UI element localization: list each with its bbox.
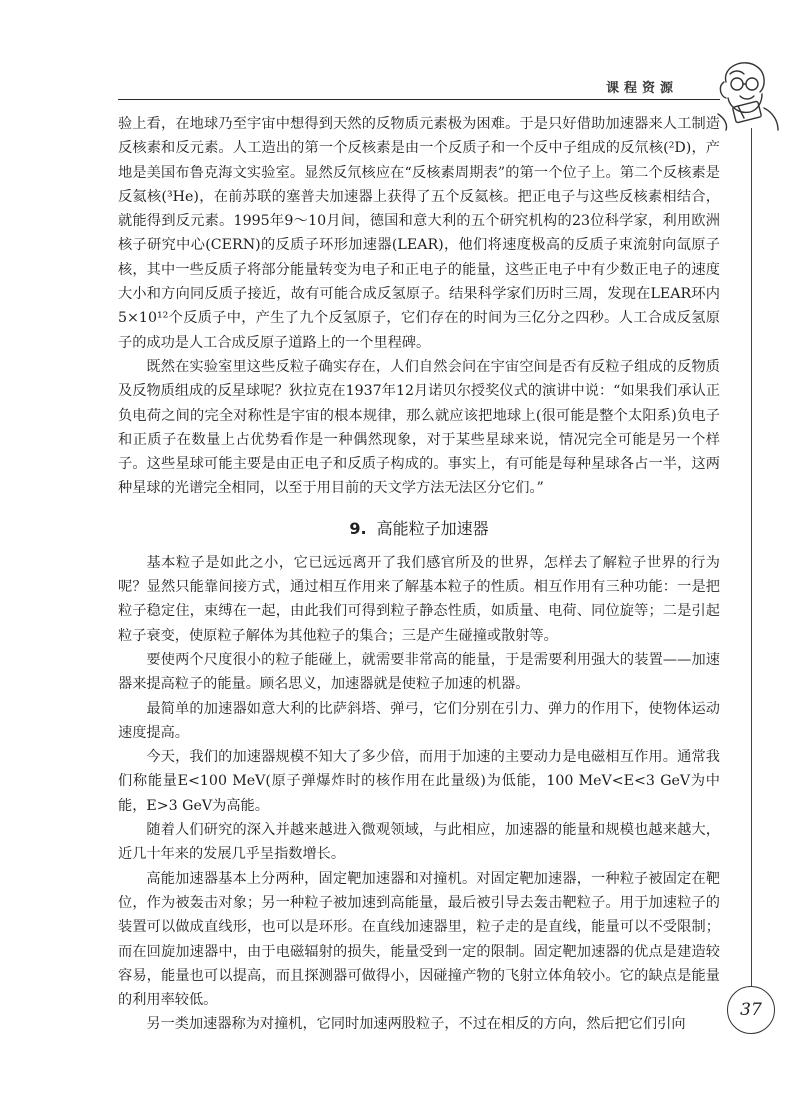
section-title: 高能粒子加速器 bbox=[376, 518, 489, 538]
section-heading bbox=[118, 517, 720, 541]
paragraph: 高能加速器基本上分两种，固定靶加速器和对撞机。对固定靶加速器，一种粒子被固定在靶位，作为被轰击对象；另一种粒子被加速到高能量，最后被引导去轰击靶粒子。用于加速粒子的装置可以做成直线形，也可以是环形。在直线加速器里，粒子走的是直线，能量可以不受限制；而在回旋加速器中，由于电磁辐射的损失，能量受到一定的限制。固定靶加速器的优点是建造较容易，能量也可以提高，而且探测器可做得小，因碰撞产物的飞射立体角较小。它的缺点是能量的利用率较低。 bbox=[118, 870, 720, 1009]
paragraph: 要使两个尺度很小的粒子能碰上，就需要非常高的能量，于是需要利用强大的装置——加速器来提高粒子的能量。顾名思义，加速器就是使粒子加速的机器。 bbox=[118, 651, 720, 693]
paragraph: 基本粒子是如此之小，它已远远离开了我们感官所及的世界，怎样去了解粒子世界的行为呢？显然只能靠间接方式，通过相互作用来了解基本粒子的性质。相互作用有三种功能：一是把粒子稳定住，束缚在一起，由此我们可得到粒子静态性质，如质量、电荷、同位旋等；二是引起粒子衰变，使原粒子解体为其他粒子的集合；三是产生碰撞或散射等。 bbox=[118, 554, 720, 644]
paragraph: 另一类加速器称为对撞机，它同时加速两股粒子，不过在相反的方向，然后把它们引向 bbox=[146, 1016, 686, 1033]
paragraph: 既然在实验室里这些反粒子确实存在，人们自然会问在宇宙空间是否有反粒子组成的反物质及反物质组成的反星球呢？狄拉克在1937年12月诺贝尔授奖仪式的演讲中说：“如果我们承认正负电荷之间的完全对称性是宇宙的根本规律，那么就应该把地球上(很可能是整个太阳系)负电子和正质子在数量上占优势看作是一种偶然现象，对于某些星球来说，情况完全可能是另一个样子。这些星球可能主要是由正电子和反质子构成的。事实上，有可能是每种星球各占一半，这两种星球的光谱完全相同，以至于用目前的天文学方法无法区分它们。” bbox=[118, 358, 720, 497]
paragraph: 今天，我们的加速器规模不知大了多少倍，而用于加速的主要动力是电磁相互作用。通常我们称能量E<100 MeV(原子弹爆炸时的核作用在此量级)为低能，100 MeV<E<3 GeV为中能，E>3 GeV为高能。 bbox=[118, 749, 720, 814]
section-number: 9. bbox=[349, 518, 367, 538]
sidebar-rule bbox=[751, 128, 752, 986]
body-text bbox=[118, 112, 720, 1037]
paragraph: 随着人们研究的深入并越来越进入微观领域，与此相应，加速器的能量和规模也越来越大，近几十年来的发展几乎呈指数增长。 bbox=[118, 822, 720, 863]
header-label: 课程资源 bbox=[606, 81, 679, 96]
page-number: 37 bbox=[727, 986, 775, 1034]
paragraph: 验上看，在地球乃至宇宙中想得到天然的反物质元素极为困难。于是只好借助加速器来人工制造反核素和反元素。人工造出的第一个反核素是由一个反质子和一个反中子组成的反氘核(²D)，产地是美国布鲁克海文实验室。显然反氘核应在“反核素周期表”的第一个位子上。第二个反核素是反氦核(³He)，在前苏联的塞普夫加速器上获得了五个反氦核。把正电子与这些反核素相结合，就能得到反元素。1995年9～10月间，德国和意大利的五个研究机构的23位科学家，利用欧洲核子研究中心(CERN)的反质子环形加速器(LEAR)，他们将速度极高的反质子束流射向氙原子核，其中一些反质子将部分能量转变为电子和正电子的能量，这些正电子中有少数正电子的速度大小和方向同反质子接近，故有可能合成反氢原子。结果科学家们历时三周，发现在LEAR环内5×10¹²个反质子中，产生了九个反氢原子，它们存在的时间为三亿分之四秒。人工合成反氢原子的成功是人工合成反原子道路上的一个里程碑。 bbox=[118, 116, 720, 351]
header-rule bbox=[118, 99, 720, 100]
paragraph: 最简单的加速器如意大利的比萨斜塔、弹弓，它们分别在引力、弹力的作用下，使物体运动速度提高。 bbox=[118, 700, 720, 741]
